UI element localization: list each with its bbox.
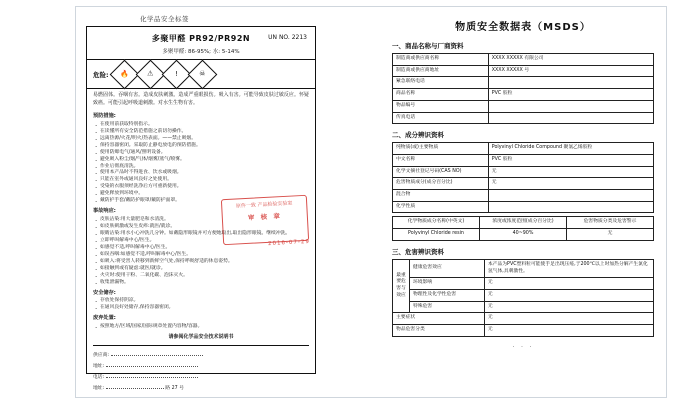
column-header: 危害物质分类及危害警示 bbox=[567, 217, 654, 229]
row-sublabel: 特殊危害 bbox=[410, 301, 485, 313]
row-label: 纯物质(或)主要物质 bbox=[393, 143, 489, 155]
table-row bbox=[393, 166, 654, 178]
list-item: · 眼睛沾染:用水小心冲洗几分钟。如戴隐形眼镜并可方便地取出,取出隐形眼镜。继续冲洗。 bbox=[100, 231, 309, 238]
list-item: · 保持容器密闭。采取防止静电放电的预防措施。 bbox=[100, 143, 309, 150]
list-item: · 使用防爆电气/通风/照明设备。 bbox=[100, 150, 309, 157]
continuation-ellipsis: · · · bbox=[512, 342, 534, 351]
table-row bbox=[393, 77, 654, 89]
address-row bbox=[93, 360, 309, 371]
table-row bbox=[393, 278, 654, 290]
table-row bbox=[393, 190, 654, 202]
row-value bbox=[488, 100, 653, 112]
column-header: 化学物质成分名称(中英文) bbox=[393, 217, 480, 229]
table-header-row bbox=[393, 217, 654, 229]
msds-section3-table bbox=[392, 259, 654, 337]
row-label: 制造商或供应商地址 bbox=[393, 65, 489, 77]
table-row bbox=[393, 289, 654, 301]
hazard-word: 危险: bbox=[93, 71, 109, 79]
msds-composition-table bbox=[392, 216, 654, 240]
disposal-list bbox=[93, 324, 309, 331]
cell-name: Polyvinyl Chloride resin bbox=[393, 229, 480, 241]
cell-hazard: 无 bbox=[567, 229, 654, 241]
row-value bbox=[488, 77, 653, 89]
msds-section2-heading: 二、成分辨识资料 bbox=[392, 131, 444, 140]
list-item: · 远离热源/火花/明火/热表面。——禁止吸烟。 bbox=[100, 136, 309, 143]
msds-sheet bbox=[392, 18, 654, 378]
address-value bbox=[106, 360, 198, 367]
extra-address-value: 路 27 号 bbox=[165, 385, 185, 391]
msds-section3-heading: 三、危害辨识资料 bbox=[392, 247, 444, 256]
table-row bbox=[393, 54, 654, 66]
row-value: PVC 胶粒 bbox=[488, 154, 653, 166]
table-row bbox=[393, 201, 654, 213]
tel-value bbox=[106, 371, 198, 378]
list-item: · 如误吞咽:如感觉不适,呼叫解毒中心/医生。 bbox=[100, 252, 309, 259]
row-value: 无 bbox=[484, 289, 653, 301]
supplier-row bbox=[93, 349, 309, 360]
list-item: · 如感觉不适,呼叫解毒中心/医生。 bbox=[100, 245, 309, 252]
row-value: Polyvinyl Chloride Compound 聚氯乙烯胶粒 bbox=[488, 143, 653, 155]
msds-title: 物质安全数据表（MSDS） bbox=[455, 22, 591, 33]
list-item: · 受染的衣服须经洗净后方可重新使用。 bbox=[100, 184, 309, 191]
row-label: 制造商或供应商名称 bbox=[393, 54, 489, 66]
stamp-text: 原件一致 bbox=[235, 202, 257, 210]
supplier-label: 供应商: bbox=[93, 352, 110, 358]
row-value: 无 bbox=[484, 301, 653, 313]
disposal-heading: 废弃处置: bbox=[93, 315, 116, 322]
row-label: 化学文摘社登记号码(CAS NO) bbox=[393, 166, 489, 178]
msds-section2-table bbox=[392, 142, 654, 213]
row-value bbox=[488, 190, 653, 202]
hazard-statement: 易燃固体。吞咽有害。造成皮肤刺激。造成严重眼损伤。吸入有害。可能导致皮肤过敏反应。怀疑致癌。可能引起呼吸道刺激。对水生生物有害。 bbox=[93, 92, 309, 106]
prevention-block bbox=[87, 107, 315, 393]
storage-list bbox=[93, 298, 309, 312]
see-msds-note: 请参阅化学品安全技术说明书 bbox=[168, 334, 234, 341]
tel-label: 电话: bbox=[93, 374, 105, 380]
composition-subtitle: 多聚甲醛: 86-95%; 水: 5-14% bbox=[162, 49, 240, 55]
health-hazard-icon: ☠ bbox=[187, 60, 217, 90]
list-item: · 收集泄漏物。 bbox=[100, 280, 309, 287]
address-label: 地址: bbox=[93, 363, 105, 369]
approval-stamp bbox=[221, 195, 311, 248]
list-item: · 避免吸入粉尘/烟/气体/烟雾/蒸气/喷雾。 bbox=[100, 157, 309, 164]
table-row bbox=[393, 143, 654, 155]
list-item: · 存放处保持阴凉。 bbox=[100, 298, 309, 305]
list-item: · 只能在室外或通风良好之处使用。 bbox=[100, 177, 309, 184]
extra-address-row bbox=[93, 382, 309, 393]
row-value: 无 bbox=[488, 178, 653, 190]
exclamation-icon: ! bbox=[161, 60, 191, 90]
table-row bbox=[393, 89, 654, 101]
list-item: · 如接触到或有疑虑:就医/就诊。 bbox=[100, 266, 309, 273]
storage-heading: 安全储存: bbox=[93, 289, 116, 296]
table-row bbox=[393, 301, 654, 313]
row-value bbox=[488, 112, 653, 124]
row-label: 危害物质成分(成分百分比) bbox=[393, 178, 489, 190]
row-label: 主要症状 bbox=[393, 313, 485, 325]
stamp-date: 2016-07-29 bbox=[267, 238, 311, 248]
table-row bbox=[393, 229, 654, 241]
list-item: · 如吸入:将受害人转移到新鲜空气处,保持呼吸舒适的休息姿势。 bbox=[100, 259, 309, 266]
response-heading: 事故响应: bbox=[93, 208, 116, 215]
product-title: 多聚甲醛 PR92/PR92N bbox=[151, 34, 251, 43]
msds-section1-heading: 一、商品名称与厂商资料 bbox=[392, 42, 464, 50]
prevention-list bbox=[93, 122, 309, 205]
table-row bbox=[393, 112, 654, 124]
msds-section1-table bbox=[392, 53, 654, 124]
row-value: 无 bbox=[484, 278, 653, 290]
supplier-value bbox=[111, 349, 203, 356]
row-label: 中文名称 bbox=[393, 154, 489, 166]
tel-row bbox=[93, 371, 309, 382]
hazard-pictogram-row bbox=[87, 60, 315, 89]
list-item: · 立即呼叫解毒中心/医生。 bbox=[100, 238, 309, 245]
list-item: · 在读懂所有安全防范措施之前切勿操作。 bbox=[100, 129, 309, 136]
flame-icon: 🔥 bbox=[109, 60, 139, 90]
row-label: 商品名称 bbox=[393, 89, 489, 101]
list-item: · 按照地方/区域/国家/国际规章处置内容物/容器。 bbox=[100, 324, 309, 331]
extra-address-label: 地址: bbox=[93, 385, 105, 391]
row-label: 紧急联络电话 bbox=[393, 77, 489, 89]
un-number: UN NO. 2213 bbox=[268, 34, 307, 41]
row-value: XXXX XXXXX 号 bbox=[488, 65, 653, 77]
list-item: · 避免释放到环境中。 bbox=[100, 191, 309, 198]
table-row bbox=[393, 325, 654, 337]
cell-concentration: 40~90% bbox=[480, 229, 567, 241]
stamp-seal: 审 核 章 bbox=[247, 211, 283, 222]
list-item: · 使用本产品时不得进食、饮水或吸烟。 bbox=[100, 170, 309, 177]
corrosion-icon: ⚠ bbox=[135, 60, 165, 90]
table-row bbox=[393, 65, 654, 77]
row-value: PVC 胶粒 bbox=[488, 89, 653, 101]
row-sublabel: 环境影响 bbox=[410, 278, 485, 290]
table-row bbox=[393, 313, 654, 325]
table-row bbox=[393, 100, 654, 112]
row-value: 无 bbox=[484, 313, 653, 325]
row-value: XXXX XXXXX 有限公司 bbox=[488, 54, 653, 66]
row-label: 物品编号 bbox=[393, 100, 489, 112]
row-value: 无 bbox=[484, 325, 653, 337]
row-label: 最重要危害与效应 bbox=[393, 259, 410, 313]
label-caption: 化学品安全标签 bbox=[140, 15, 189, 23]
row-label: 物品危害分类 bbox=[393, 325, 485, 337]
row-value: 本产品为PVC塑料粒可能使手足出现压疮,于200℃以上时加热分解产生氯化氢气体,具刺激性。 bbox=[484, 259, 653, 277]
row-value: 无 bbox=[488, 166, 653, 178]
row-label: 化学性质 bbox=[393, 201, 489, 213]
list-item: · 戴防护手套/戴防护眼罩/戴防护面罩。 bbox=[100, 198, 309, 205]
list-item: · 在通风良好处储存,保持容器密闭。 bbox=[100, 305, 309, 312]
row-sublabel: 健康危害效应 bbox=[410, 259, 485, 277]
extra-address-blank bbox=[106, 382, 164, 389]
list-item: · 皮肤沾染:用大量肥皂和水清洗。 bbox=[100, 217, 309, 224]
row-sublabel: 物理性及化学性危害 bbox=[410, 289, 485, 301]
stamp-org: 产品检验实验室 bbox=[257, 200, 293, 209]
footer-divider bbox=[93, 345, 309, 346]
list-item: · 火灾时:使用干粉、二氧化碳、泡沫灭火。 bbox=[100, 273, 309, 280]
table-row bbox=[393, 178, 654, 190]
chemical-safety-label-sheet bbox=[86, 12, 318, 392]
row-label: 混合物 bbox=[393, 190, 489, 202]
table-row bbox=[393, 259, 654, 277]
table-row bbox=[393, 154, 654, 166]
list-item: · 作业后彻底清洗。 bbox=[100, 164, 309, 171]
row-value bbox=[488, 201, 653, 213]
row-label: 传真电话 bbox=[393, 112, 489, 124]
prevention-heading: 预防措施: bbox=[93, 113, 116, 119]
list-item: · 如皮肤刺激或发生皮疹:就医/就诊。 bbox=[100, 224, 309, 231]
list-item: · 在使用前获取特别指示。 bbox=[100, 122, 309, 129]
column-header: 浓度或浓度范围(成分百分比) bbox=[480, 217, 567, 229]
